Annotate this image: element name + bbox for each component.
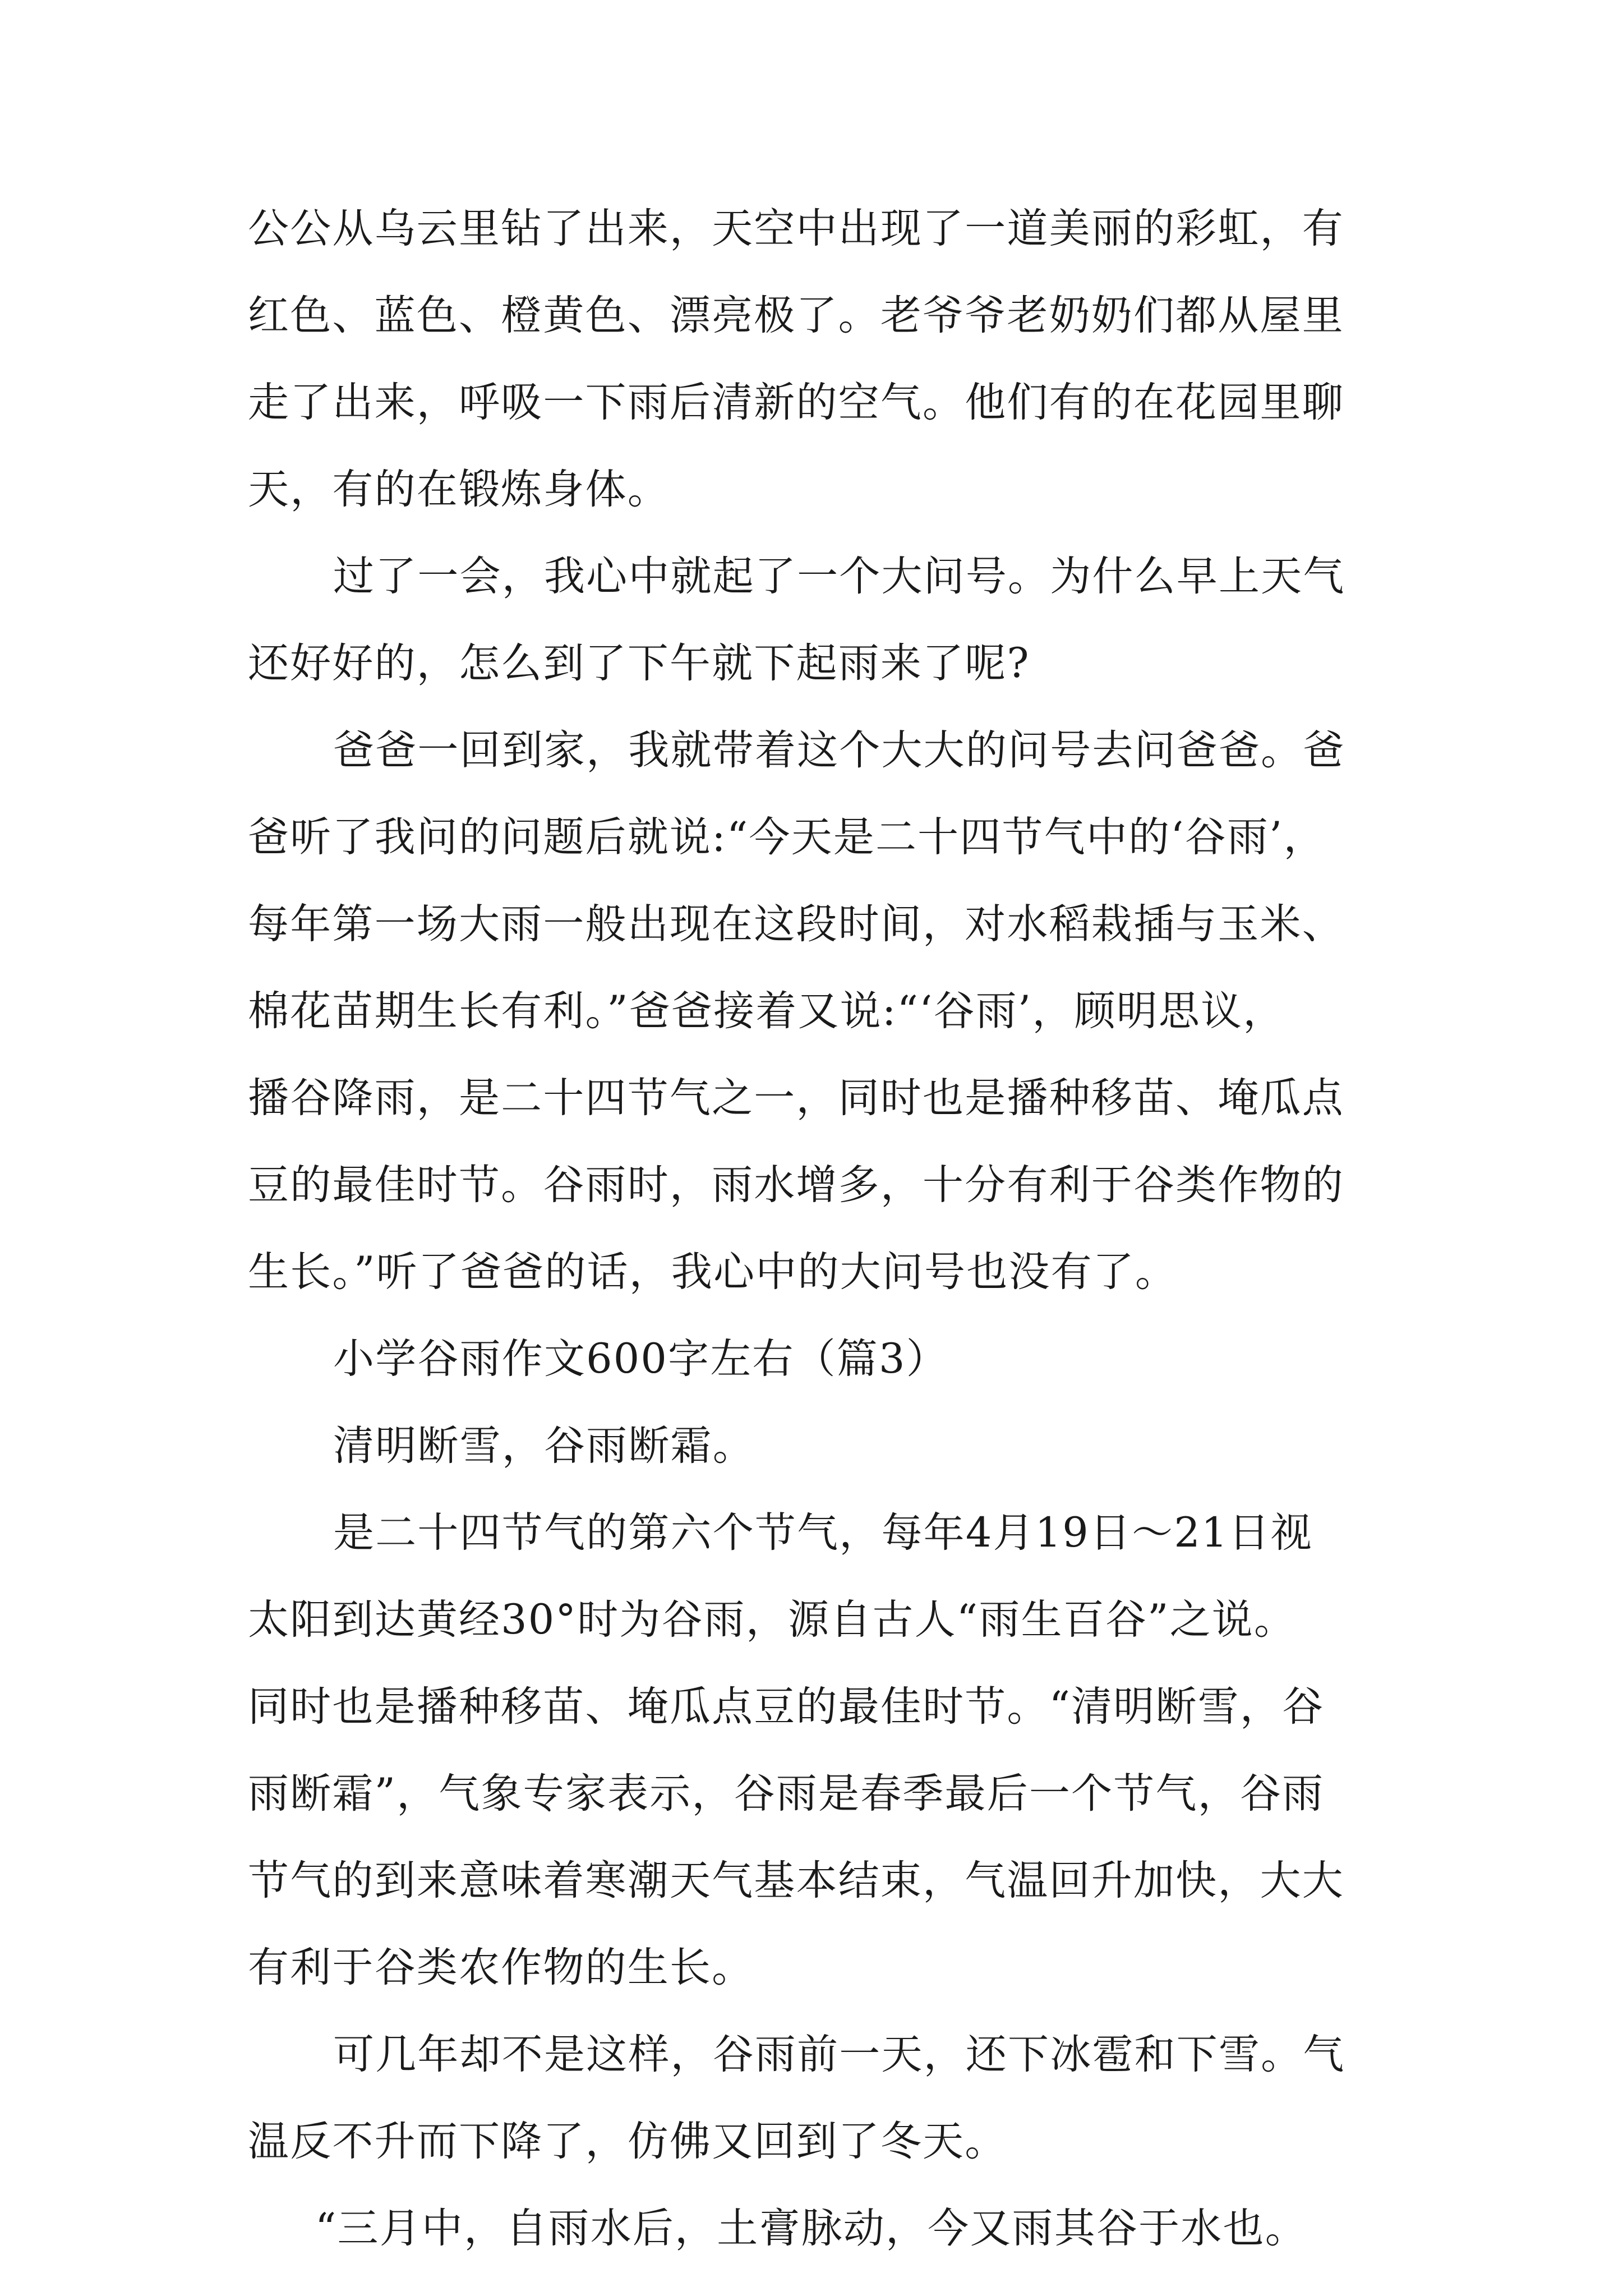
text-line: 豆的最佳时节。谷雨时，雨水增多，十分有利于谷类作物的 [248, 1161, 1344, 1209]
text-line: 是二十四节气的第六个节气，每年4月19日～21日视 [333, 1509, 1313, 1557]
text-line: 天，有的在锻炼身体。 [248, 466, 670, 513]
text-line: 公公从乌云里钻了出来，天空中出现了一道美丽的彩虹，有 [248, 205, 1344, 252]
text-line: 爸爸一回到家，我就带着这个大大的问号去问爸爸。爸 [333, 726, 1345, 774]
text-line: 红色、蓝色、橙黄色、漂亮极了。老爷爷老奶奶们都从屋里 [248, 292, 1344, 339]
text-line: 太阳到达黄经30°时为谷雨，源自古人“雨生百谷”之说。 [248, 1596, 1297, 1644]
text-line: 走了出来，呼吸一下雨后清新的空气。他们有的在花园里聊 [248, 379, 1344, 426]
text-line: 可几年却不是这样，谷雨前一天，还下冰雹和下雪。气 [333, 2031, 1345, 2078]
text-line: 还好好的，怎么到了下午就下起雨来了呢? [248, 639, 1030, 687]
text-line: “三月中，自雨水后，土膏脉动，今又雨其谷于水也。 [315, 2205, 1307, 2252]
text-line: 棉花苗期生长有利。”爸爸接着又说:“‘谷雨’，顾明思议， [248, 987, 1285, 1035]
text-line: 播谷降雨，是二十四节气之一，同时也是播种移苗、埯瓜点 [248, 1074, 1344, 1122]
text-line: 有利于谷类农作物的生长。 [248, 1944, 754, 1991]
text-line: 过了一会，我心中就起了一个大问号。为什么早上天气 [333, 553, 1345, 600]
text-line: 温反不升而下降了，仿佛又回到了冬天。 [248, 2118, 1007, 2165]
text-line: 同时也是播种移苗、埯瓜点豆的最佳时节。“清明断雪，谷 [248, 1683, 1325, 1731]
text-line: 每年第一场大雨一般出现在这段时间，对水稻栽插与玉米、 [248, 900, 1344, 948]
text-line: 雨断霜”，气象专家表示，谷雨是春季最后一个节气，谷雨 [248, 1770, 1325, 1818]
section-heading: 小学谷雨作文600字左右（篇3） [333, 1335, 948, 1383]
text-line: 节气的到来意味着寒潮天气基本结束，气温回升加快，大大 [248, 1857, 1344, 1904]
essay-text [248, 185, 1403, 2272]
text-line: 爸听了我问的问题后就说:“今天是二十四节气中的‘谷雨’， [248, 813, 1326, 861]
text-line: 生长。”听了爸爸的话，我心中的大问号也没有了。 [248, 1248, 1178, 1296]
text-line: 清明断雪，谷雨断霜。 [333, 1422, 755, 1470]
